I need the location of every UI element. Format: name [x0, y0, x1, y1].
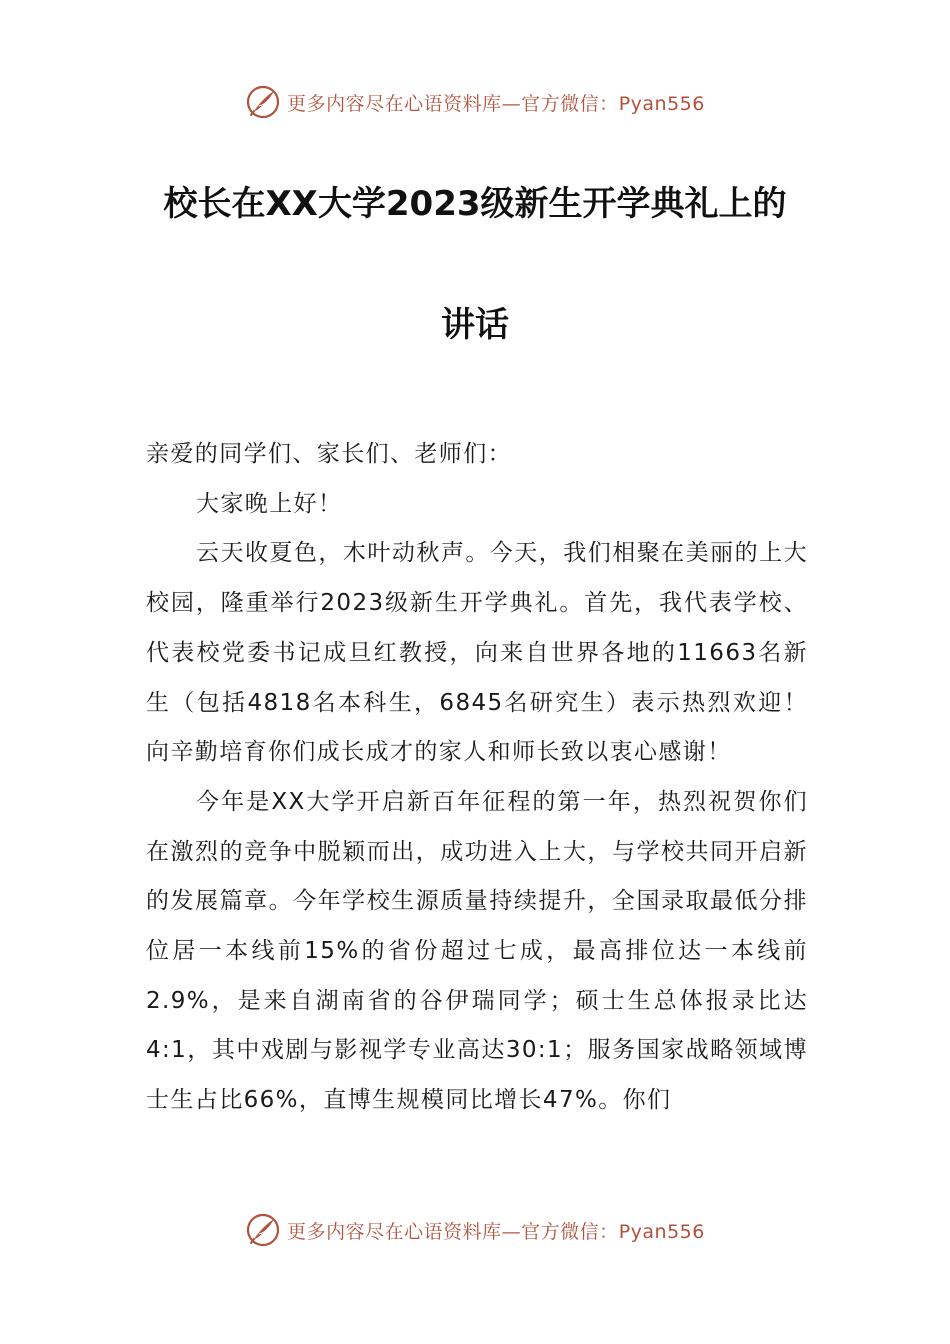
banner-site: 更多内容尽在心语资料库	[287, 92, 502, 115]
banner-wechat-id: Pyan556	[618, 92, 705, 115]
document-body	[146, 430, 808, 1126]
paragraph-1: 云天收夏色，木叶动秋声。今天，我们相聚在美丽的上大校园，隆重举行2023级新生开学典礼。首先，我代表学校、代表校党委书记成旦红教授，向来自世界各地的11663名新生（包括4818名本科生，6845名研究生）表示热烈欢迎！向辛勤培育你们成长成才的家人和师长致以衷心感谢！	[146, 540, 808, 766]
salutation: 亲爱的同学们、家长们、老师们：	[146, 441, 512, 467]
banner-site: 更多内容尽在心语资料库	[287, 1220, 502, 1243]
paragraph-2: 今年是XX大学开启新百年征程的第一年，热烈祝贺你们在激烈的竞争中脱颖而出，成功进入上大，与学校共同开启新的发展篇章。今年学校生源质量持续提升，全国录取最低分排位居一本线前15%的省份超过七成，最高排位达一本线前2.9%，是来自湖南省的谷伊瑞同学；硕士生总体报录比达4:1，其中戏剧与影视学专业高达30:1；服务国家战略领域博士生占比66%，直博生规模同比增长47%。你们	[146, 788, 808, 1114]
banner-text	[287, 89, 705, 116]
banner-wechat-id: Pyan556	[618, 1220, 705, 1243]
document-title-line-2: 讲话	[441, 305, 509, 345]
document-title-line-1: 校长在XX大学2023级新生开学典礼上的	[163, 184, 787, 224]
banner-separator: —	[501, 92, 522, 115]
footer-watermark-banner	[0, 1210, 950, 1250]
banner-official: 官方微信：	[521, 1220, 619, 1243]
header-watermark-banner	[0, 82, 950, 122]
greeting: 大家晚上好！	[196, 490, 343, 517]
quill-logo-icon	[245, 1212, 281, 1248]
quill-logo-icon	[245, 84, 281, 120]
banner-separator: —	[501, 1220, 522, 1243]
banner-text	[287, 1217, 705, 1244]
banner-official: 官方微信：	[521, 92, 619, 115]
